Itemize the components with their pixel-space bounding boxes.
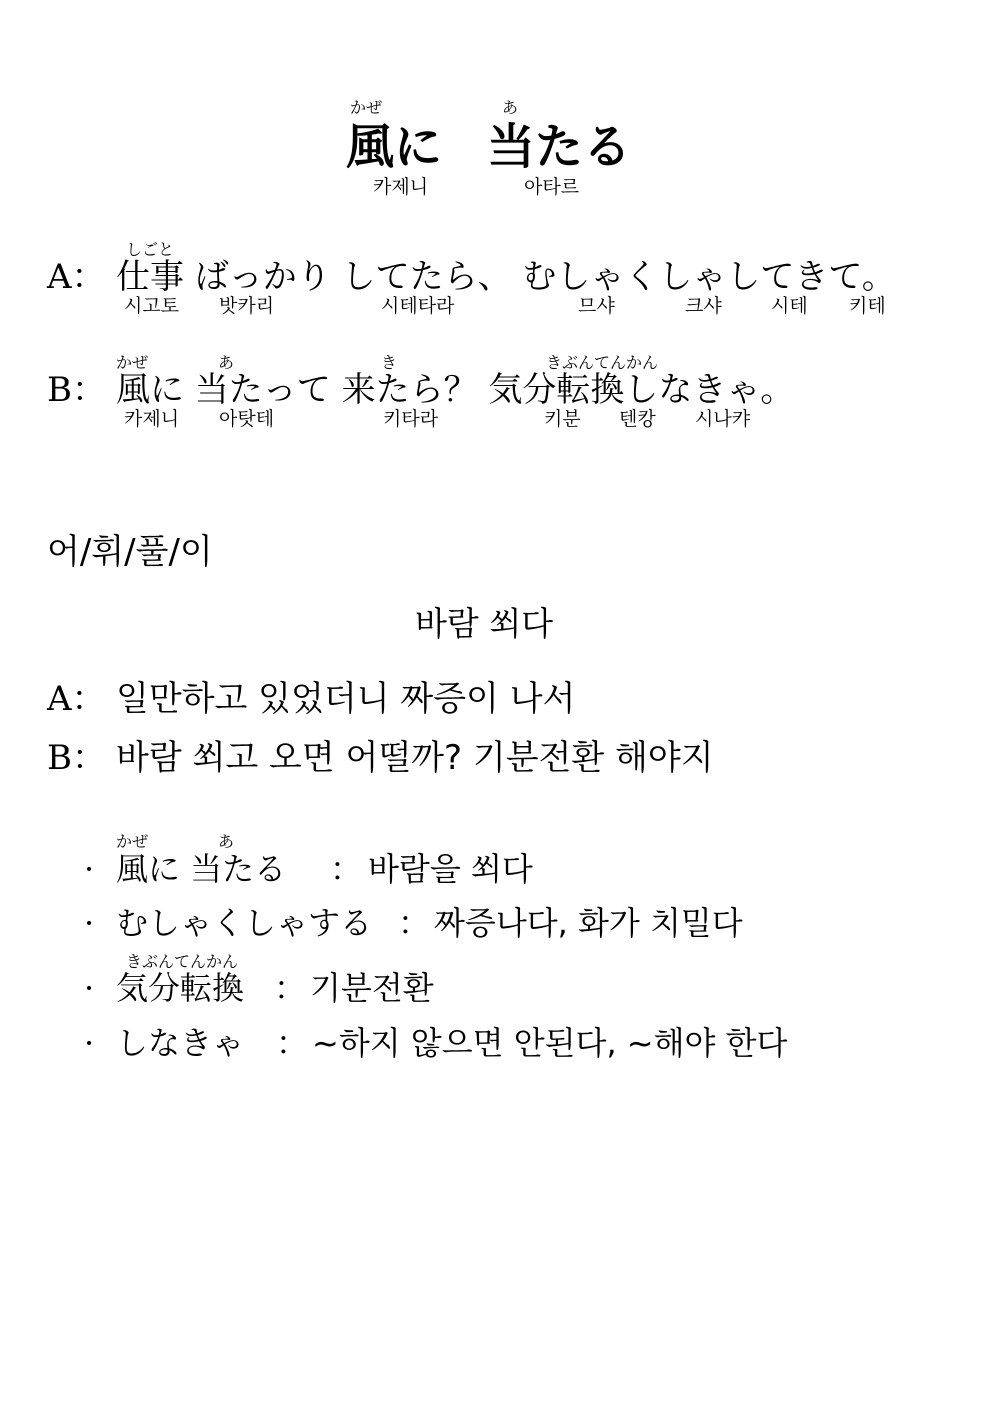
title-reading-part2: 아타르 bbox=[524, 176, 580, 198]
dialogue-b-ruby: かぜ bbox=[116, 353, 149, 372]
vocab-item-1-ruby: あ bbox=[218, 832, 235, 851]
dialogue-b-ruby: き bbox=[381, 353, 398, 372]
dialogue-a-reading: 키테 bbox=[849, 295, 886, 317]
title-ruby-a: あ bbox=[502, 98, 519, 117]
vocab-item-1-bullet: · bbox=[84, 850, 95, 888]
page-title-part2: 当たる bbox=[487, 119, 632, 175]
dialogue-a-reading: 므샤 bbox=[578, 295, 615, 317]
translation-b-speaker: B： bbox=[47, 738, 106, 778]
vocab-item-2-sep: ： bbox=[398, 904, 431, 942]
vocab-item-3-ruby: きぶんてんかん bbox=[126, 952, 239, 971]
dialogue-a-reading: 시테 bbox=[771, 295, 808, 317]
vocab-item-2-term: むしゃくしゃする bbox=[116, 904, 373, 942]
dialogue-b-reading: 아탓테 bbox=[219, 408, 275, 430]
vocab-item-1-sep: ： bbox=[330, 850, 363, 888]
translation-title: 바람 쐬다 bbox=[415, 604, 554, 643]
dialogue-b-reading: 카제니 bbox=[124, 408, 180, 430]
page-title-part1: 風に bbox=[346, 119, 443, 175]
vocab-item-2-meaning: 짜증나다, 화가 치밀다 bbox=[434, 904, 743, 942]
dialogue-a-speaker: A： bbox=[47, 257, 106, 297]
dialogue-a-reading: 크샤 bbox=[685, 295, 722, 317]
dialogue-b-ruby: きぶんてんかん bbox=[546, 353, 659, 372]
vocab-item-2-bullet: · bbox=[84, 904, 95, 942]
dialogue-b-reading: 텐캉 bbox=[619, 408, 656, 430]
dialogue-b-reading: 키타라 bbox=[383, 408, 439, 430]
dialogue-a-line: 仕事 ばっかり してたら、 むしゃくしゃしてきて。 bbox=[116, 257, 896, 297]
translation-a-speaker: A： bbox=[47, 679, 106, 719]
dialogue-b-line: 風に 当たって 来たら？ 気分転換しなきゃ。 bbox=[116, 370, 795, 410]
dialogue-a-ruby: しごと bbox=[126, 240, 175, 259]
vocab-item-1-ruby: かぜ bbox=[116, 832, 149, 851]
title-ruby-kaze: かぜ bbox=[350, 98, 383, 117]
dialogue-a-reading: 시고토 bbox=[124, 295, 180, 317]
dialogue-b-reading: 키분 bbox=[544, 408, 581, 430]
vocab-item-3-meaning: 기분전환 bbox=[310, 969, 434, 1007]
vocab-item-4-meaning: ~하지 않으면 안된다, ~해야 한다 bbox=[312, 1024, 788, 1062]
vocab-item-3-sep: ： bbox=[274, 969, 307, 1007]
dialogue-a-reading: 시테타라 bbox=[381, 295, 455, 317]
vocab-heading: 어/휘/풀/이 bbox=[47, 532, 213, 572]
translation-b-text: 바람 쐬고 오면 어떨까? 기분전환 해야지 bbox=[116, 738, 714, 778]
dialogue-b-speaker: B： bbox=[47, 370, 106, 410]
dialogue-b-reading: 시나캬 bbox=[695, 408, 751, 430]
translation-a-text: 일만하고 있었더니 짜증이 나서 bbox=[116, 679, 576, 719]
vocab-item-4-term: しなきゃ bbox=[116, 1024, 245, 1062]
dialogue-a-reading: 밧카리 bbox=[219, 295, 275, 317]
vocab-item-1-meaning: 바람을 쐬다 bbox=[368, 850, 533, 888]
title-reading-part1: 카제니 bbox=[373, 176, 429, 198]
vocab-item-3-bullet: · bbox=[84, 969, 95, 1007]
vocab-item-4-bullet: · bbox=[84, 1024, 95, 1062]
vocab-item-3-term: 気分転換 bbox=[116, 969, 245, 1007]
dialogue-b-ruby: あ bbox=[218, 353, 235, 372]
vocab-item-4-sep: ： bbox=[276, 1024, 309, 1062]
vocab-item-1-term: 風に 当たる bbox=[116, 850, 287, 888]
